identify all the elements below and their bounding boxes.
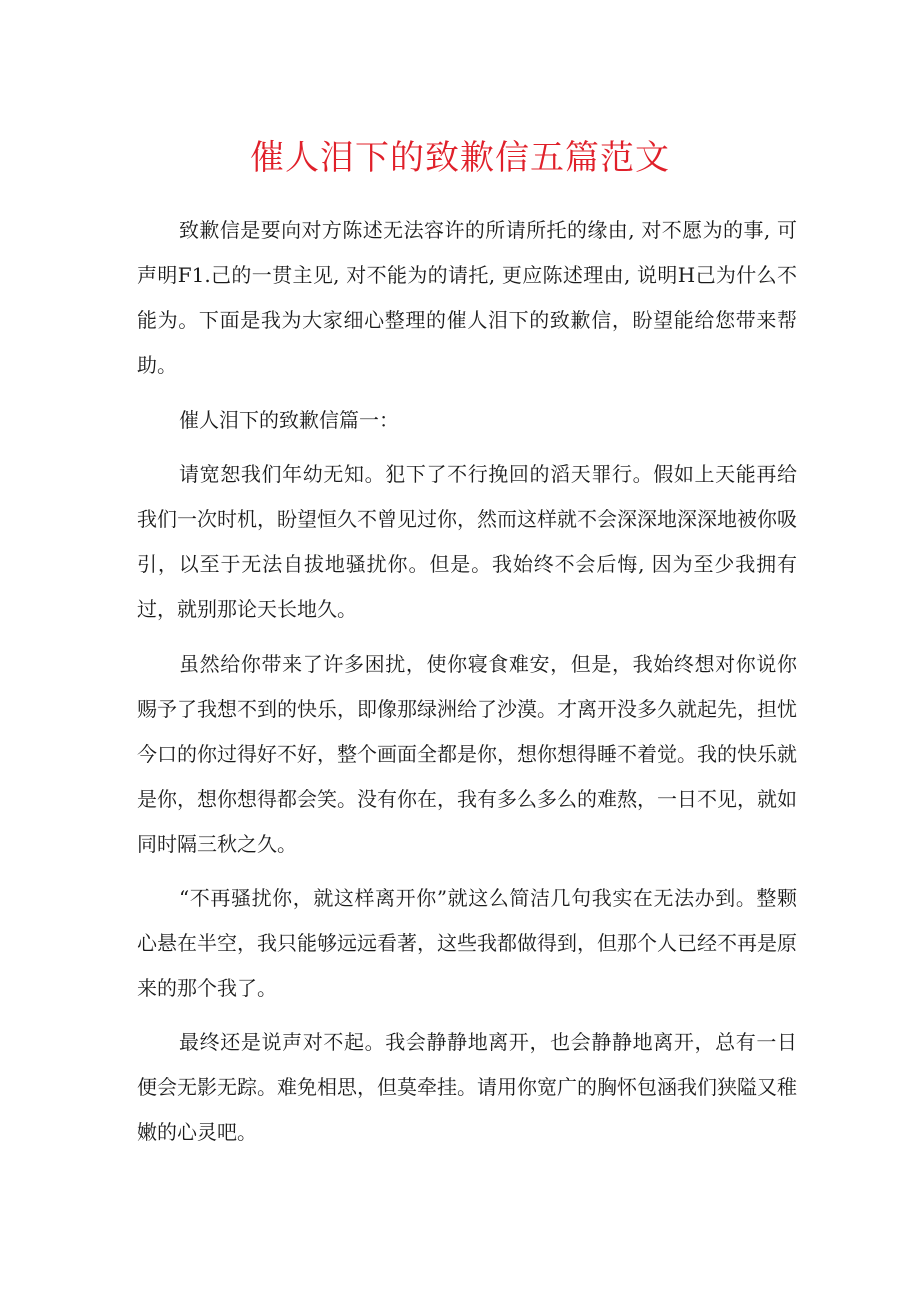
section-heading-one: 催人泪下的致歉信篇一： bbox=[179, 408, 399, 432]
letter-paragraph-2: 虽然给你带来了许多困扰，使你寝食难安，但是，我始终想对你说你赐予了我想不到的快乐，即像那绿洲给了沙漠。才离开没多久就起先，担忧今口的你过得好不好，整个画面全都是你，想你想得睡不着觉。我的快乐就是你，想你想得都会笑。没有你在，我有多么多么的难熬，一日不见，就如同时隔三秋之久。 bbox=[137, 652, 797, 856]
letter-paragraph-4: 最终还是说声对不起。我会静静地离开，也会静静地离开，总有一日便会无影无踪。难免相思，但莫牵挂。请用你宽广的胸怀包涵我们狭隘又稚嫩的心灵吧。 bbox=[137, 1030, 797, 1144]
document-title: 催人泪下的致歉信五篇范文 bbox=[250, 138, 670, 178]
letter-paragraph-3: “不再骚扰你，就这样离开你”就这么简洁几句我实在无法办到。整颗心悬在半空，我只能够远远看著，这些我都做得到，但那个人已经不再是原来的那个我了。 bbox=[137, 886, 797, 1000]
intro-paragraph: 致歉信是要向对方陈述无法容许的所请所托的缘由, 对不愿为的事, 可声明F1.己的一贯主见, 对不能为的请托, 更应陈述理由, 说明H己为什么不能为。下面是我为大家细心整理的催人泪下的致歉信，盼望能给您带来帮助。 bbox=[137, 218, 797, 377]
letter-paragraph-1: 请宽恕我们年幼无知。犯下了不行挽回的滔天罪行。假如上天能再给我们一次时机，盼望恒久不曾见过你，然而这样就不会深深地深深地被你吸引，以至于无法自拔地骚扰你。但是。我始终不会后悔, 因为至少我拥有过，就别那论天长地久。 bbox=[137, 462, 797, 621]
